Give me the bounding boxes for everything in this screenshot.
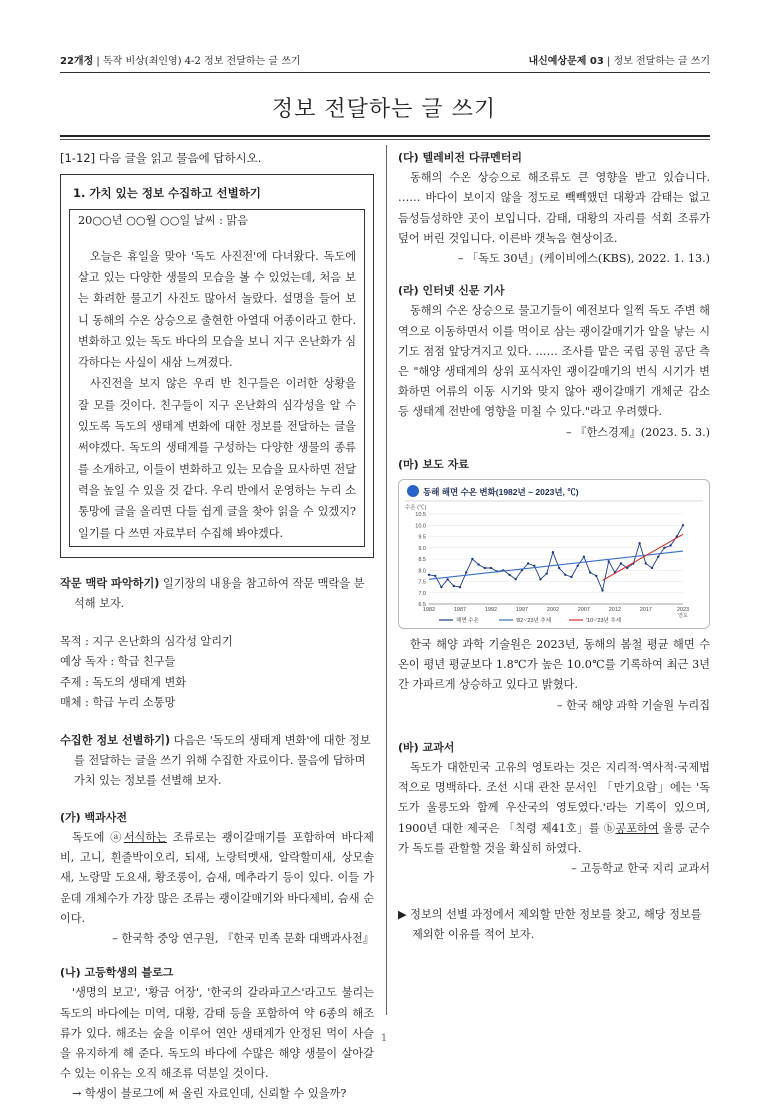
chart-data-point [651, 567, 653, 569]
ga-text: 독도에 ⓐ서식하는 조류로는 괭이갈매기를 포함하여 바다제비, 고니, 흰줄박이오리, 되새, 노랑턱멧새, 알락할미새, 상모솔새, 노랑말 도요새, 황조롱이, 슴새, 메추라기 등이 있다. 이들 가운데 개체수가 가장 많은 조류는 괭이갈매기와 바다제비, 슴새 순이다. [60, 830, 374, 925]
question-prompt: ▶ 정보의 선별 과정에서 제외할 만한 정보를 찾고, 해당 정보를 제외한 이유를 적어 보자. [398, 908, 702, 942]
ra-text: 동해의 수온 상승으로 물고기들이 예전보다 일찍 독도 주변 해역으로 이동하면서 이를 먹이로 삼는 괭이갈매기가 알을 낳는 시기도 점점 앞당겨지고 있다. …… 조사를 맡은 국립 공원 공단 측은 "해양 생태계의 상위 포식자인 괭이갈매기의 번식 시기가 변화하면 어류의 이동 시기와 맞지 않아 괭이갈매기 개체군 감소 등 생태계 전반에 영향을 미칠 수 있다."라고 우려했다. [398, 304, 710, 419]
chart-xtick-label: 1982 [422, 607, 436, 614]
context-prompt: 작문 맥락 파악하기) 일기장의 내용을 참고하여 작문 맥락을 분석해 보자. [60, 576, 365, 611]
chart-data-point [459, 586, 461, 588]
chart-data-point [490, 567, 492, 569]
chart-legend-label: '82~'23년 추세 [516, 618, 552, 625]
chart-data-point [434, 575, 436, 577]
chart-data-point [546, 572, 548, 574]
ra-source: – 『한스경제』(2023. 5. 3.) [566, 425, 710, 439]
context-item: 목적 : 지구 온난화의 심각성 알리기 [60, 635, 233, 649]
ma-source: – 한국 해양 과학 기술원 누리집 [556, 698, 710, 712]
ga-source: – 한국학 중앙 연구원, 『한국 민족 문화 대백과사전』 [112, 931, 374, 945]
chart-data-point [428, 574, 430, 576]
page-header [60, 52, 710, 68]
header-right: 내신예상문제 03 | 정보 전달하는 글 쓰기 [528, 56, 710, 67]
chart-xtick-label: 2012 [608, 607, 621, 614]
chart-legend-label: 해면 수온 [456, 618, 479, 625]
select-prompt: 수집한 정보 선별하기) 다음은 '독도의 생태계 변화'에 대한 정보를 전달하는 글을 쓰기 위해 수집한 자료이다. 물음에 답하며 가치 있는 정보를 선별해 보자. [60, 734, 371, 788]
chart-data-point [601, 589, 603, 591]
chart-data-point [638, 542, 640, 544]
chart-data-point [465, 571, 467, 573]
chart-data-point [682, 524, 684, 526]
context-item: 매체 : 학급 누리 소통망 [60, 695, 176, 709]
chart-ytick-label: 8.5 [418, 557, 426, 564]
ba-heading: (바) 교과서 [398, 740, 455, 754]
chart-data-point [608, 560, 610, 562]
ra-heading: (라) 인터넷 신문 기사 [398, 284, 505, 298]
da-text: 동해의 수온 상승으로 해조류도 큰 영향을 받고 있습니다. …… 바다이 보이지 않을 정도로 빽빽했던 대황과 감태는 없고 듬성듬성하얀 곳이 보입니다. 감태, 대황의 자리를 석회 조류가 덮어 버린 것입니다. 이른바 갯녹음 현상이죠. [398, 171, 710, 245]
chart-data-point [583, 556, 585, 558]
chart-data-point [484, 567, 486, 569]
chart-data-point [570, 576, 572, 578]
da-source: – 「독도 30년」(케이비에스(KBS), 2022. 1. 13.) [457, 252, 710, 266]
chart-ytick-label: 7.0 [418, 590, 426, 597]
chart-xtick-label: 1987 [453, 607, 467, 614]
chart-series-line [429, 525, 683, 590]
chart-data-point [589, 571, 591, 573]
diary-box-heading: 1. 가치 있는 정보 수집하고 선별하기 [73, 186, 261, 201]
left-column [60, 148, 374, 1105]
chart-data-point [533, 565, 535, 567]
chart-data-point [663, 547, 665, 549]
chart-data-point [595, 575, 597, 577]
chart-legend-label: '10~'23년 추세 [586, 618, 622, 625]
chart-xtick-label: 1997 [515, 607, 529, 614]
right-column [398, 148, 710, 946]
na-text: '생명의 보고', '황금 어장', '한국의 갈라파고스'라고도 불리는 독도의 바다에는 미역, 대황, 감태 등을 포함하여 약 6종의 해조류가 있다. 해조는 숲을 이루어 연안 생태계가 안정된 먹이 사슬을 유지하게 해 준다. 독도의 바다에 수많은 해양 생물이 살아갈 수 있는 이유는 오직 해조류 덕분일 것이다. [60, 986, 374, 1081]
header-rule [60, 72, 710, 73]
ma-text: 한국 해양 과학 기술원은 2023년, 동해의 봄철 평균 해면 수온이 평년 평균보다 1.8℃가 높은 10.0℃를 기록하여 최근 3년간 가파르게 상승하고 있다고 밝혔다. [398, 638, 710, 692]
chart-ytick-label: 10.5 [415, 512, 426, 519]
diary-box [60, 174, 374, 558]
chart-xlabel: 연도 [678, 613, 688, 620]
ba-text: 독도가 대한민국 고유의 영토라는 것은 지리적·역사적·국제법적으로 명백하다. 조선 시대 관찬 문서인 「만기요람」에는 '독도가 울릉도와 함께 우산국의 영토였다.'라는 기록이 있으며, 1900년 대한 제국은 「칙령 제41호」를 ⓑ공포하여 울릉 군수가 독도를 관할할 것을 확실히 하였다. [398, 761, 710, 855]
title-rule-thin [60, 139, 710, 140]
header-left: 22개정 | 독작 비상(최인영) 4-2 정보 전달하는 글 쓰기 [60, 56, 301, 67]
chart-xtick-label: 2023 [676, 607, 690, 614]
instruction: [1-12] 다음 글을 읽고 물음에 답하시오. [60, 151, 262, 165]
chart-data-point [539, 578, 541, 580]
chart-ytick-label: 7.5 [418, 579, 426, 586]
chart-ytick-label: 9.5 [418, 534, 426, 541]
title-rule [60, 135, 710, 137]
page-title: 정보 전달하는 글 쓰기 [271, 97, 497, 122]
chart-series-line [429, 551, 683, 579]
na-heading: (나) 고등학생의 블로그 [60, 966, 174, 980]
page-number: 1 [380, 1033, 388, 1044]
ba-source: – 고등학교 한국 지리 교과서 [571, 862, 710, 876]
context-item: 주제 : 독도의 생태계 변화 [60, 675, 187, 689]
chart-data-point [453, 585, 455, 587]
diary-para-1: 오늘은 휴일을 맞아 '독도 사진전'에 다녀왔다. 독도에 살고 있는 다양한 생물의 모습을 볼 수 있었는데, 처음 보는 화려한 물고기 사진도 많아서 놀랐다. 설명을 들어 보니 동해의 수온 상승으로 출현한 아열대 어종이라고 한다. 변화하고 있는 독도 바다의 모습을 보니 지구 온난화가 심각하다는 사실이 새삼 느껴졌다. [78, 249, 356, 370]
da-heading: (다) 텔레비전 다큐멘터리 [398, 151, 522, 164]
chart-ytick-label: 6.5 [418, 602, 426, 609]
chart-data-point [558, 567, 560, 569]
diary-inner [69, 209, 365, 546]
chart-data-point [471, 558, 473, 560]
chart-data-point [669, 544, 671, 546]
chart-data-point [620, 562, 622, 564]
chart-xtick-label: 1992 [484, 607, 498, 614]
ma-heading: (마) 보도 자료 [398, 457, 469, 471]
column-divider [386, 145, 387, 1015]
chart-data-point [508, 574, 510, 576]
chart-ytick-label: 9.0 [418, 545, 426, 552]
sst-chart-svg [399, 480, 709, 628]
chart-ytick-label: 10.0 [415, 523, 426, 530]
sst-chart [398, 479, 710, 629]
chart-series-line [603, 534, 684, 580]
chart-data-point [564, 574, 566, 576]
chart-data-point [577, 565, 579, 567]
chart-data-point [515, 578, 517, 580]
chart-xtick-label: 2007 [577, 607, 591, 614]
chart-data-point [446, 578, 448, 580]
chart-data-point [552, 551, 554, 553]
chart-title-icon [407, 485, 419, 497]
diary-date: 20○○년 ○○월 ○○일 날씨 : 맑음 [78, 214, 249, 228]
na-note: → 학생이 블로그에 써 올린 자료인데, 신뢰할 수 있을까? [72, 1087, 347, 1101]
diary-para-2: 사진전을 보지 않은 우리 반 친구들은 이러한 상황을 잘 모를 것이다. 친구들이 지구 온난화의 심각성을 알 수 있도록 독도의 생태계 변화에 대한 정보를 전달하는 글을 써야겠다. 독도의 생태계를 구성하는 다양한 생물의 종류를 소개하고, 이들이 변화하고 있는 모습을 묘사하면 전달력을 높일 수 있을 것 같다. 우리 반에서 운영하는 누리 소통망에 글을 올리면 다들 쉽게 글을 찾아 읽을 수 있겠지? 일기를 다 쓰면 자료부터 수집해 봐야겠다. [78, 377, 356, 540]
chart-data-point [477, 563, 479, 565]
context-item: 예상 독자 : 학급 친구들 [60, 655, 176, 669]
chart-data-point [645, 562, 647, 564]
chart-xtick-label: 2002 [546, 607, 560, 614]
chart-ytick-label: 8.0 [418, 568, 426, 575]
chart-xtick-label: 2017 [639, 607, 652, 614]
chart-data-point [657, 556, 659, 558]
chart-data-point [527, 562, 529, 564]
chart-title: 동해 해면 수온 변화(1982년 ~ 2023년, ℃) [423, 487, 579, 498]
ga-heading: (가) 백과사전 [60, 810, 128, 824]
chart-ylabel: 수온 (℃) [405, 505, 427, 512]
chart-data-point [440, 586, 442, 588]
